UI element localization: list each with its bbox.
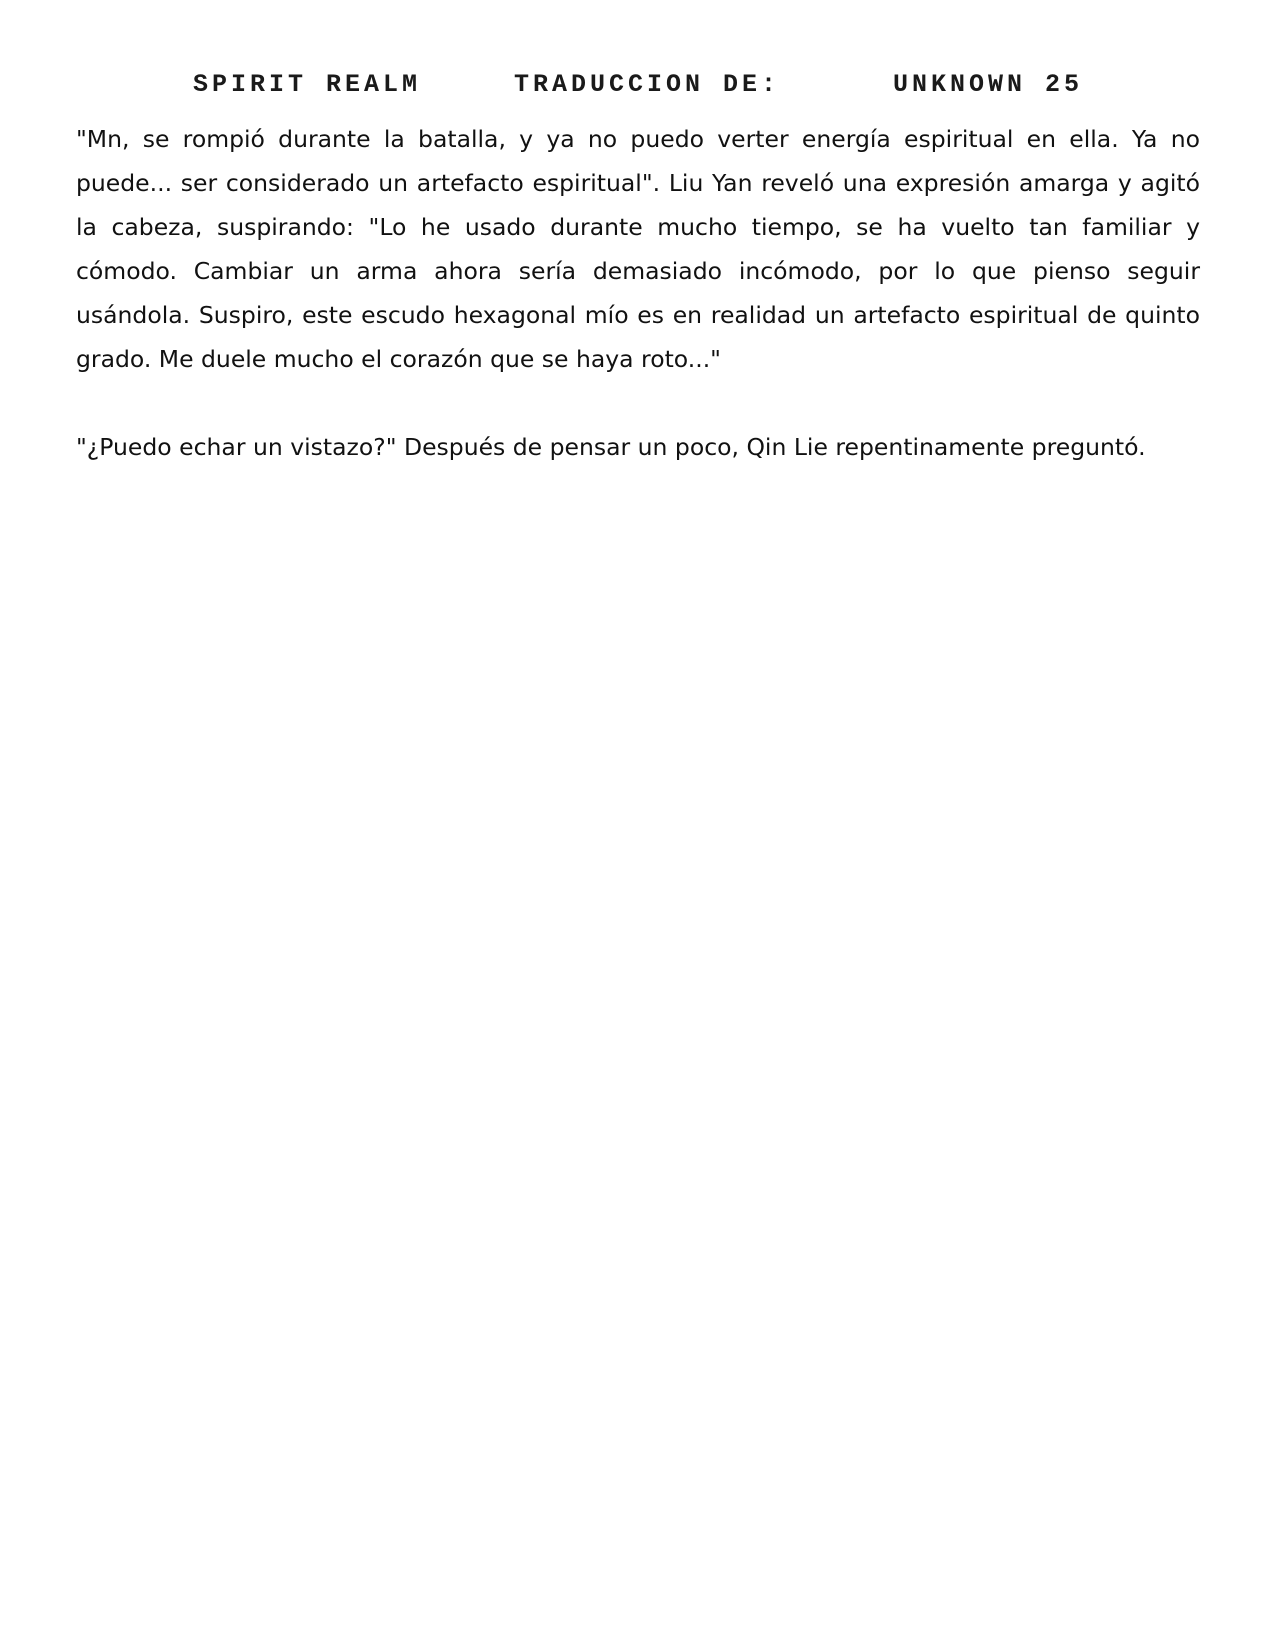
- paragraph-1: "Mn, se rompió durante la batalla, y ya no puedo verter energía espiritual en ella. Ya no puede... ser considerado un artefacto espiritual". Liu Yan reveló una expresión amarga y agitó la cabeza, suspirando: "Lo he usado durante mucho tiempo, se ha vuelto tan familiar y cómodo. Cambiar un arma ahora sería demasiado incómodo, por lo que pienso seguir usándola. Suspiro, este escudo hexagonal mío es en realidad un artefacto espiritual de quinto grado. Me duele mucho el corazón que se haya roto...": [76, 125, 1200, 373]
- header-translation-label: TRADUCCION DE:: [514, 70, 781, 99]
- document-body: [76, 117, 1200, 469]
- page-header: [0, 70, 1275, 110]
- paragraph-2: "¿Puedo echar un vistazo?" Después de pensar un poco, Qin Lie repentinamente preguntó.: [76, 433, 1146, 461]
- header-title: SPIRIT REALM: [193, 70, 422, 99]
- header-translator: UNKNOWN 25: [893, 70, 1084, 99]
